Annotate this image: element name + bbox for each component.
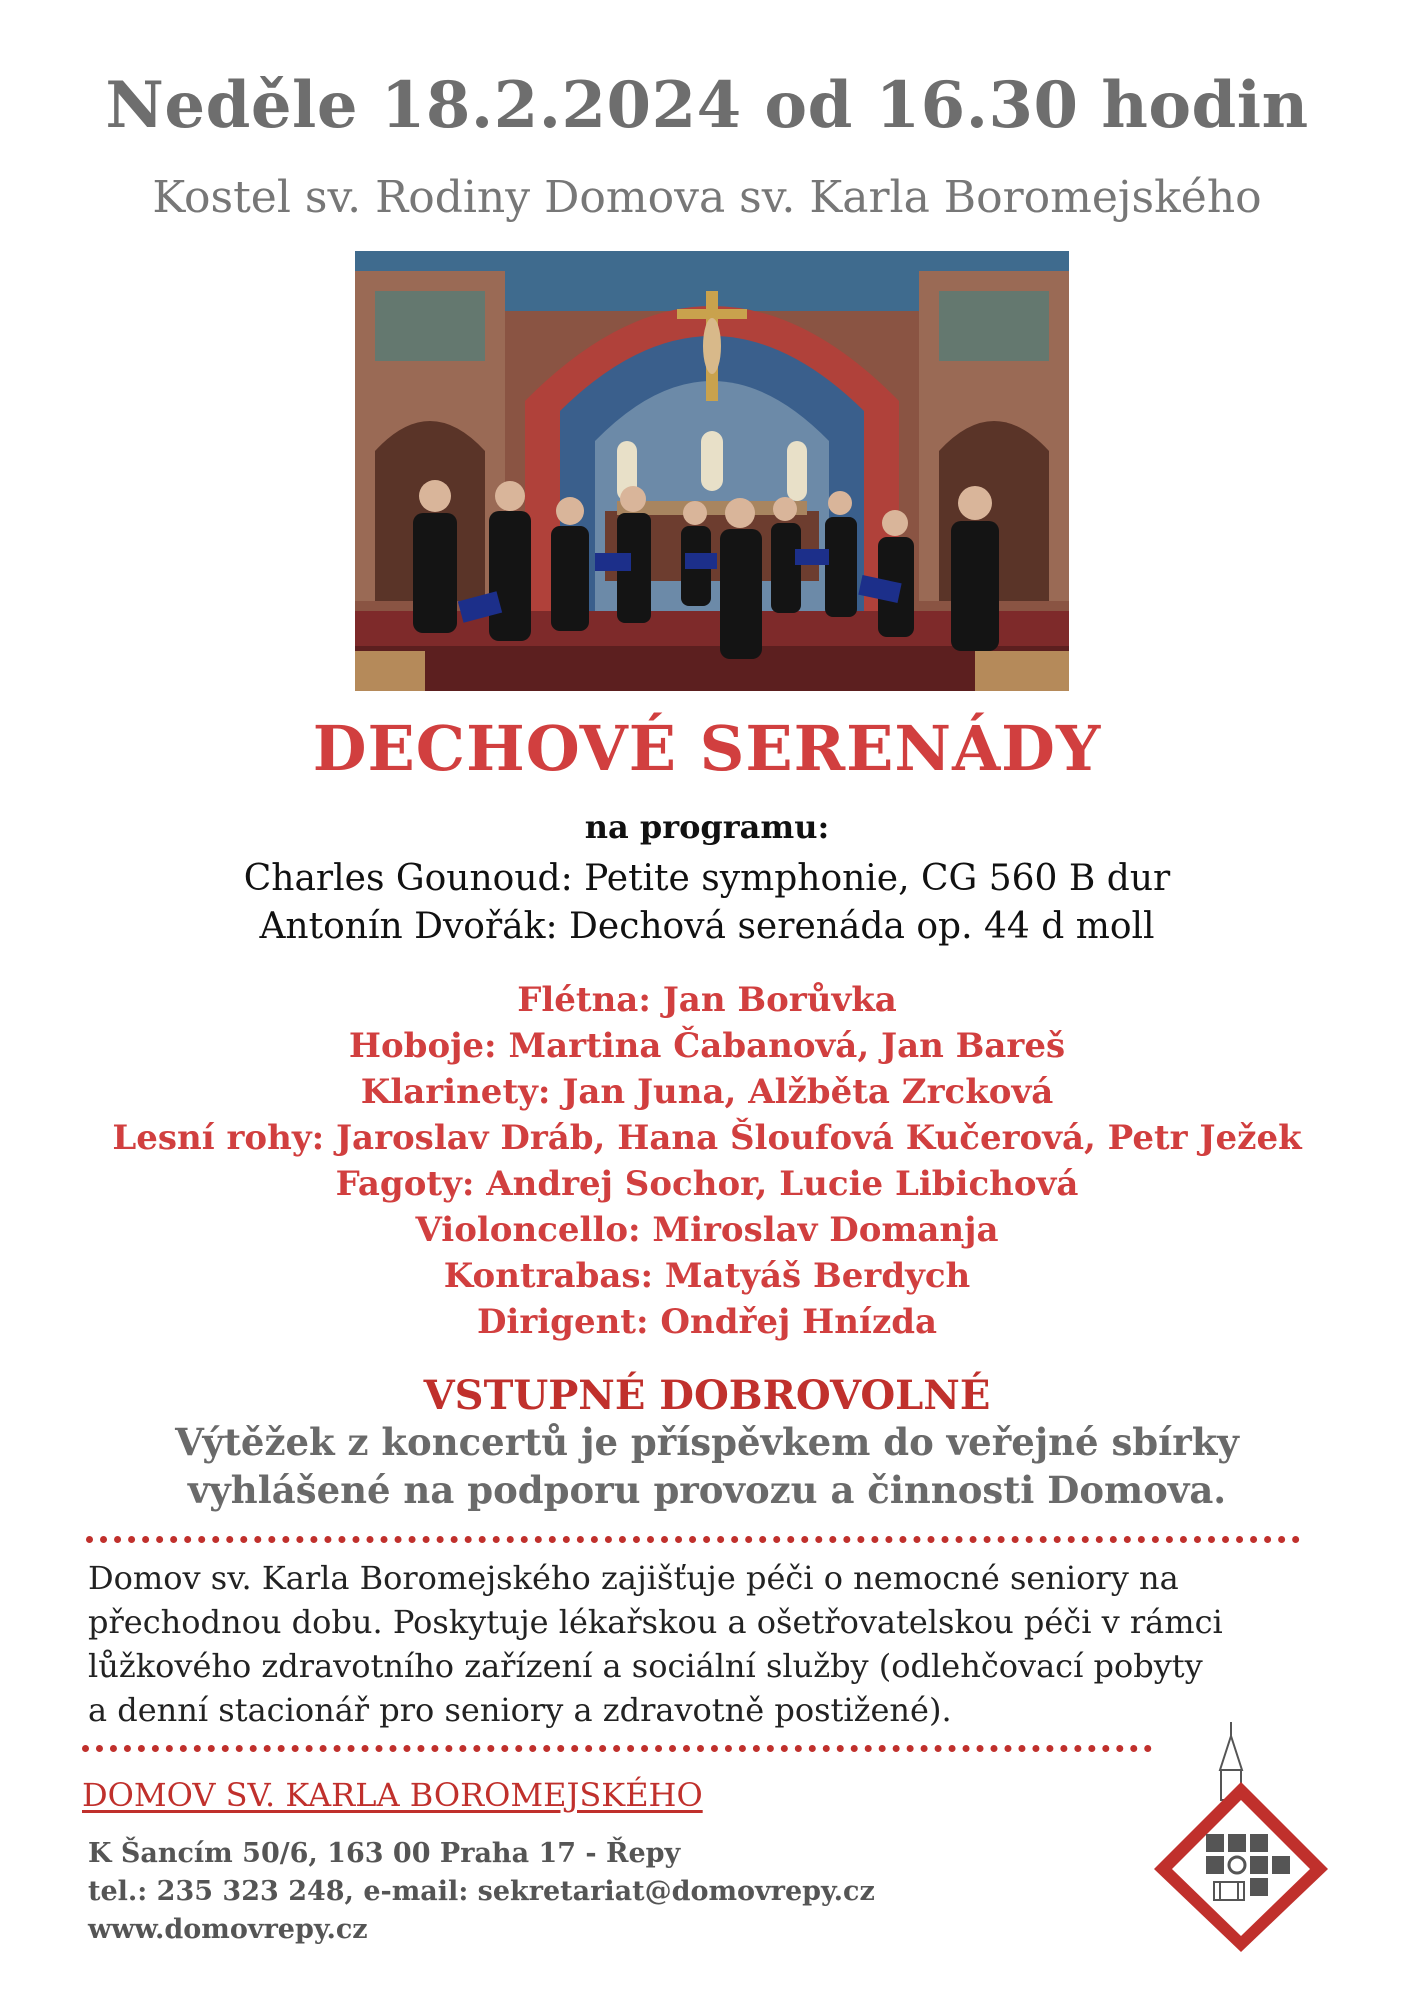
- program-heading: na programu:: [584, 808, 830, 846]
- performer-line: Dirigent: Ondřej Hnízda: [476, 1302, 938, 1342]
- program-item: Charles Gounoud: Petite symphonie, CG 560 B dur: [243, 858, 1171, 899]
- domov-logo-icon: [1148, 1722, 1334, 1952]
- contact-info: tel.: 235 323 248, e-mail: sekretariat@domovrepy.cz: [88, 1876, 875, 1907]
- performer-line: Kontrabas: Matyáš Berdych: [443, 1256, 971, 1296]
- proceeds-text: Výtěžek z koncertů je příspěvkem do veřejné sbírky: [175, 1420, 1239, 1464]
- performer-line: Flétna: Jan Borůvka: [517, 980, 897, 1020]
- address: K Šancím 50/6, 163 00 Praha 17 - Řepy: [88, 1838, 681, 1869]
- proceeds-text: vyhlášené na podporu provozu a činnosti Domova.: [187, 1468, 1227, 1512]
- admission-heading: VSTUPNÉ DOBROVOLNÉ: [423, 1372, 991, 1419]
- event-venue: Kostel sv. Rodiny Domova sv. Karla Boromejského: [152, 172, 1262, 223]
- about-paragraph: [88, 1556, 1328, 1732]
- website-link[interactable]: www.domovrepy.cz: [88, 1914, 368, 1945]
- about-line: přechodnou dobu. Poskytuje lékařskou a ošetřovatelskou péči v rámci: [88, 1603, 1223, 1641]
- church-ensemble-photo: [355, 251, 1069, 691]
- about-line: Domov sv. Karla Boromejského zajišťuje péči o nemocné seniory na: [88, 1559, 1179, 1597]
- performer-line: Klarinety: Jan Juna, Alžběta Zrcková: [360, 1072, 1054, 1112]
- event-date: Neděle 18.2.2024 od 16.30 hodin: [105, 68, 1309, 143]
- performer-line: Lesní rohy: Jaroslav Dráb, Hana Šloufová Kučerová, Petr Ježek: [112, 1118, 1302, 1158]
- program-item: Antonín Dvořák: Dechová serenáda op. 44 d moll: [259, 906, 1155, 947]
- performer-line: Fagoty: Andrej Sochor, Lucie Libichová: [335, 1164, 1079, 1204]
- concert-title: DECHOVÉ SERENÁDY: [312, 712, 1102, 785]
- dotted-divider: [82, 1745, 1152, 1752]
- about-line: a denní stacionář pro seniory a zdravotně postižené).: [88, 1691, 952, 1729]
- about-line: lůžkového zdravotního zařízení a sociální služby (odlehčovací pobyty: [88, 1647, 1203, 1685]
- dotted-divider: [86, 1536, 1300, 1543]
- performer-line: Violoncello: Miroslav Domanja: [415, 1210, 999, 1250]
- organization-name[interactable]: DOMOV SV. KARLA BOROMEJSKÉHO: [82, 1776, 703, 1814]
- performer-line: Hoboje: Martina Čabanová, Jan Bareš: [348, 1026, 1066, 1066]
